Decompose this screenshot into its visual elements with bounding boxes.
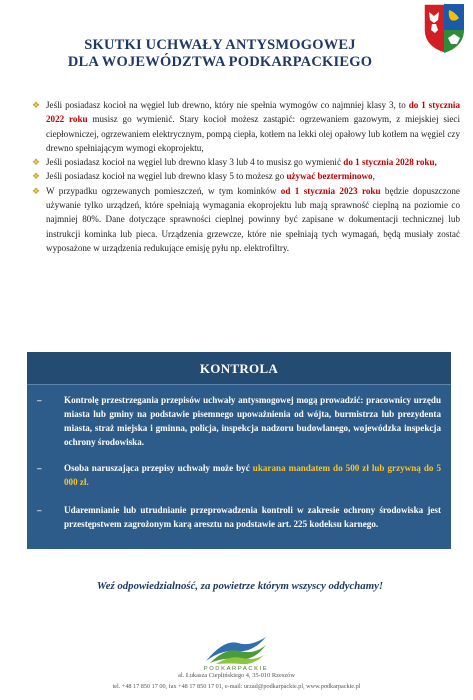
intro-list xyxy=(32,98,460,255)
podkarpackie-logo-icon xyxy=(204,633,268,665)
list-item: ❖ Jeśli posiadasz kocioł na węgiel lub drewno klasy 3 lub 4 to musisz go wymienić do 1 stycznia 2028 roku, xyxy=(32,155,460,169)
title-line-1: SKUTKI UCHWAŁY ANTYSMOGOWEJ xyxy=(84,37,356,53)
penalty-highlight: ukarana mandatem do 500 zł lub grzywną do 5 000 zł. xyxy=(64,463,441,487)
footer-address: al. Łukasza Cieplińskiego 4, 35-010 Rzeszów xyxy=(178,672,295,679)
title-line-2: DLA WOJEWÓDZTWA PODKARPACKIEGO xyxy=(67,54,373,70)
list-item: ❖ W przypadku ogrzewanych pomieszczeń, w tym kominków od 1 stycznia 2023 roku będzie dopuszczone używanie tylko urządzeń, które spełniają wymagania ekoprojektu lub mają sprawność cieplną na poziomie co najmniej 80%. Dane dotyczące sprawności cieplnej powinny być zapisane w dokumentacji technicznej lub instrukcji kominka lub pieca. Urządzenia grzewcze, które nie spełniają tych wymagań, będą musiały zostać wyposażone w urządzenia redukujące emisję pyłu np. elektrofiltry. xyxy=(32,185,460,253)
deadline-highlight: od 1 stycznia 2023 roku xyxy=(280,185,381,196)
diamond-bullet-icon: ❖ xyxy=(32,171,41,182)
list-item: – Kontrolę przestrzegania przepisów uchwały antysmogowej mogą prowadzić: pracownicy urzędu miasta lub gminy na podstawie pisemnego upoważnienia od wójta, burmistrza lub prezydenta miasta, straż miejska i gminna, policja, inspekcja nadzoru budowlanego, wojewódzka inspekcja ochrony środowiska. xyxy=(37,395,441,447)
list-item: – Udaremnianie lub utrudnianie przeprowadzenia kontroli w zakresie ochrony środowiska jest przestępstwem zagrożonym karą aresztu na podstawie art. 225 kodeksu karnego. xyxy=(37,505,441,529)
slogan: Weź odpowiedzialność, za powietrze którym wszyscy oddychamy! xyxy=(96,580,384,592)
dash-bullet: – xyxy=(37,395,42,405)
list-item: – Osoba naruszająca przepisy uchwały może być ukarana mandatem do 500 zł lub grzywną do 5 000 zł. xyxy=(37,463,441,487)
diamond-bullet-icon: ❖ xyxy=(32,185,41,196)
diamond-bullet-icon: ❖ xyxy=(32,157,41,168)
footer-contact: tel. +48 17 850 17 00, fax +48 17 850 17 01, e-mail: urzad@podkarpackie.pl, www.podkarpackie.pl xyxy=(112,683,361,690)
dash-bullet: – xyxy=(37,505,42,515)
coat-of-arms-icon xyxy=(421,2,467,54)
deadline-highlight: do 1 stycznia 2022 roku xyxy=(46,100,461,125)
kontrola-heading: KONTROLA xyxy=(27,352,451,385)
kontrola-panel xyxy=(27,352,451,549)
diamond-bullet-icon: ❖ xyxy=(32,100,41,110)
list-item: ❖ Jeśli posiadasz kocioł na węgiel lub drewno klasy 5 to możesz go używać bezterminowo, xyxy=(32,169,460,183)
dash-bullet: – xyxy=(37,463,42,473)
deadline-highlight: używać bezterminowo xyxy=(286,171,373,182)
page-title xyxy=(30,37,410,71)
list-item: ❖ Jeśli posiadasz kocioł na węgiel lub drewno, który nie spełnia wymogów co najmniej klasy 3, to do 1 stycznia 2022 roku musisz go wymienić. Stary kocioł możesz zastąpić: ogrzewaniem gazowym, z miejskiej sieci ciepłowniczej, ogrzewaniem elektrycznym, pompą ciepła, kotłem na lekki olej opałowy lub kotłem na węgiel czy drewno spełniającym wymogi ekoprojektu, xyxy=(32,100,461,153)
deadline-highlight: do 1 stycznia 2028 roku, xyxy=(343,157,437,168)
logo-text: PODKARPACKIE xyxy=(203,666,269,672)
